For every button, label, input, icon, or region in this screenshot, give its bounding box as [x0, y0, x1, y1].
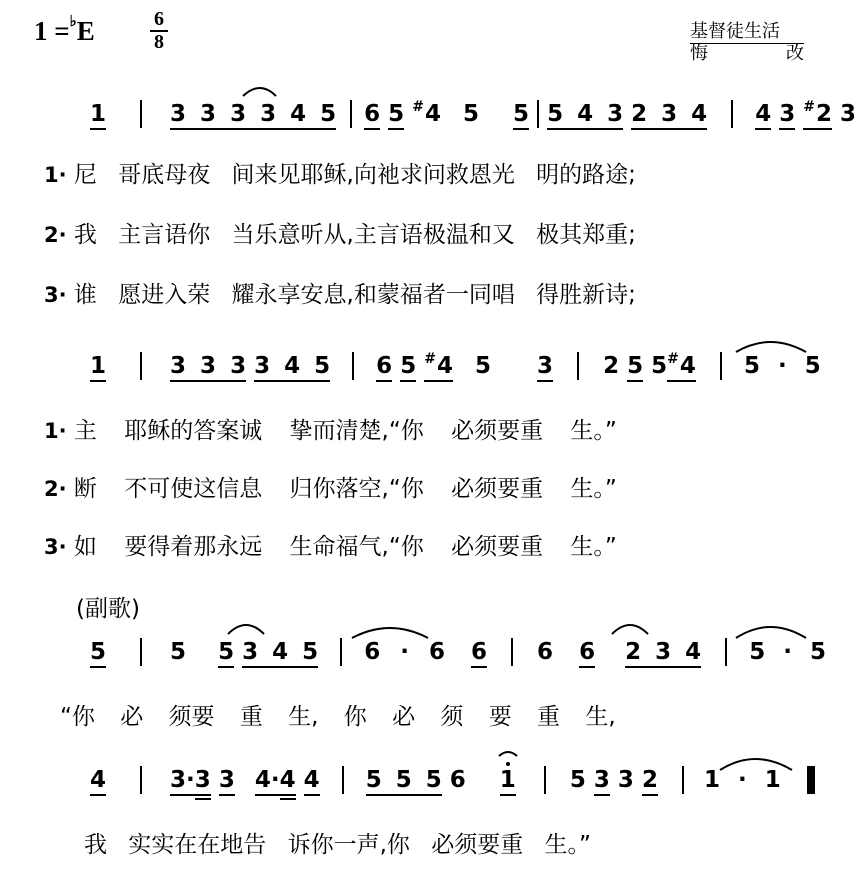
note: 5 — [651, 352, 668, 379]
note: 6 — [579, 638, 596, 665]
note: #4 — [667, 350, 696, 379]
note-group: 3 3 3 3 4 5 — [170, 100, 337, 127]
note: 6 — [449, 766, 466, 793]
note: 3 — [779, 100, 796, 127]
time-signature: 6 8 — [148, 10, 170, 52]
note: 5 — [218, 638, 235, 665]
note: 4 — [279, 766, 296, 793]
note: #4 — [412, 98, 441, 127]
note-group: 3 4 5 — [254, 352, 331, 379]
notes-line-1 — [90, 100, 856, 128]
note: 5 — [569, 766, 586, 793]
note-group: 3 4 5 — [242, 638, 319, 665]
note: 3· — [170, 766, 195, 793]
note: 5 — [170, 638, 187, 665]
note: 3 — [617, 766, 634, 793]
note-group: 5 4 3 — [547, 100, 624, 127]
lyric-verse-2-line-1: 2· 我 主言语你 当乐意听从,主言语极温和又 极其郑重; — [44, 222, 636, 248]
barline — [340, 638, 342, 666]
note: 3 — [840, 100, 856, 127]
barline — [350, 100, 352, 128]
note-group: 5 · 5 — [749, 638, 826, 665]
barline — [140, 766, 142, 794]
lyric-chorus-1: “你 必 须要 重 生, 你 必 须 要 重 生, — [60, 704, 616, 730]
note: 1 — [90, 100, 107, 127]
barline — [140, 100, 142, 128]
note: 3 — [194, 766, 211, 793]
barline — [537, 100, 539, 128]
note-group: 6 · 6 — [364, 638, 445, 665]
note-group: 1 · 1 — [703, 766, 781, 793]
lyric-verse-3-line-2: 3· 如 要得着那永远 生命福气,“你 必须要重 生。” — [44, 534, 617, 560]
notes-line-2 — [90, 352, 821, 380]
notes-chorus-2 — [90, 766, 815, 794]
note: 5 — [388, 100, 405, 127]
note-group: 2 3 4 — [631, 100, 708, 127]
barline — [720, 352, 722, 380]
note: 3 — [537, 352, 554, 379]
note-group: 2 3 4 — [625, 638, 702, 665]
barline — [352, 352, 354, 380]
barline — [577, 352, 579, 380]
lyric-verse-1-line-1: 1· 尼 哥底母夜 间来见耶稣,向祂求问救恩光 明的路途; — [44, 162, 636, 188]
barline — [725, 638, 727, 666]
note: 6 — [364, 100, 381, 127]
note: #4 — [424, 350, 453, 379]
note: 4· — [254, 766, 280, 793]
barline — [511, 638, 513, 666]
lyric-verse-2-line-2: 2· 断 不可使这信息 归你落空,“你 必须要重 生。” — [44, 476, 617, 502]
lyric-chorus-2: 我 实实在在地告 诉你一声,你 必须要重 生。” — [84, 832, 591, 858]
note: 5 — [627, 352, 644, 379]
note: 5 — [90, 638, 107, 665]
note-group: 5 · 5 — [743, 352, 821, 379]
note: 5 — [462, 100, 479, 127]
note: 6 — [470, 638, 487, 665]
note: 4 — [755, 100, 772, 127]
chorus-label: (副歌) — [76, 596, 140, 622]
note: #2 — [803, 98, 832, 127]
barline — [682, 766, 684, 794]
notes-chorus-1 — [90, 638, 826, 666]
song-title: 基督徒生活 — [690, 22, 804, 44]
barline — [140, 352, 142, 380]
note: 5 — [400, 352, 417, 379]
barline — [140, 638, 142, 666]
author-left: 悔 — [690, 43, 708, 64]
note: 2 — [603, 352, 620, 379]
author-right: 改 — [786, 43, 804, 64]
barline — [544, 766, 546, 794]
lyric-verse-1-line-2: 1· 主 耶稣的答案诚 挚而清楚,“你 必须要重 生。” — [44, 418, 617, 444]
barline — [731, 100, 733, 128]
note-group: 3 3 3 — [170, 352, 247, 379]
note: 4 — [90, 766, 107, 793]
note: 3 — [593, 766, 610, 793]
note: 3 — [218, 766, 235, 793]
note: 1 — [90, 352, 107, 379]
note: 5 — [475, 352, 492, 379]
note-group: 5 5 5 — [365, 766, 442, 793]
note: 6 — [537, 638, 554, 665]
note-fermata: 1 — [499, 766, 516, 793]
key-signature: 1 =♭E — [34, 14, 95, 46]
note: 4 — [303, 766, 320, 793]
note: 2 — [641, 766, 658, 793]
barline — [342, 766, 344, 794]
note: 6 — [376, 352, 393, 379]
lyric-verse-3-line-1: 3· 谁 愿进入荣 耀永享安息,和蒙福者一同唱 得胜新诗; — [44, 282, 636, 308]
final-barline — [807, 766, 815, 794]
note: 5 — [513, 100, 530, 127]
